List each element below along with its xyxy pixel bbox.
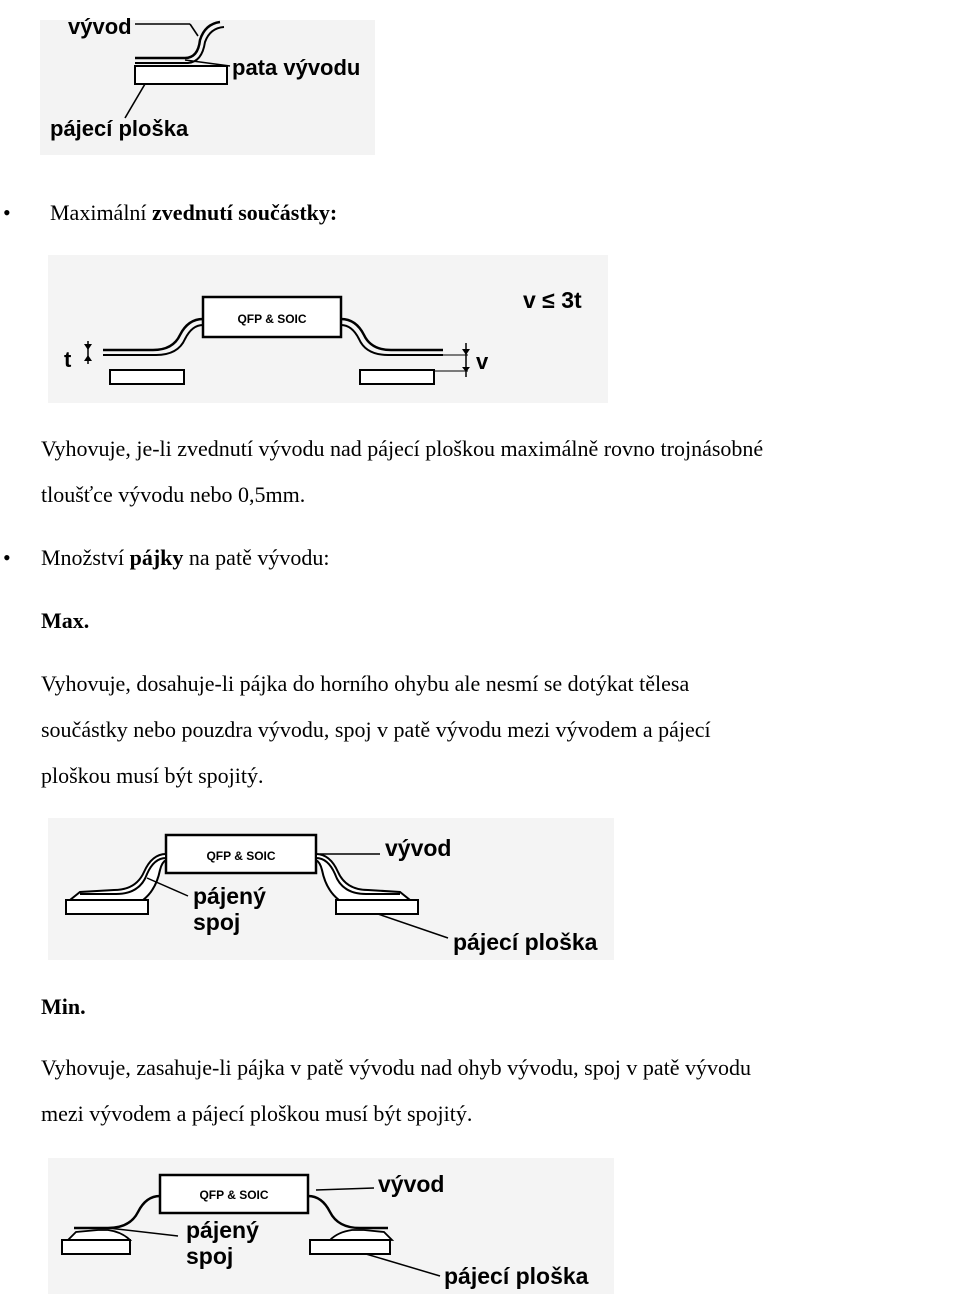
lead-label: vývod	[385, 835, 452, 861]
joint-label-line1: pájený	[193, 883, 266, 909]
chip-label: QFP & SOIC	[206, 849, 276, 863]
joint-label-line2: spoj	[193, 909, 241, 935]
bullet-marker: •	[3, 200, 11, 225]
lift-description: Vyhovuje, je-li zvednutí vývodu nad pájecí ploškou maximálně rovno trojnásobné tloušťce vývodu nebo 0,5mm.	[41, 436, 764, 507]
right-pad	[310, 1240, 390, 1254]
pad-label: pájecí ploška	[444, 1263, 589, 1289]
min-heading: Min.	[41, 994, 86, 1019]
max-description: Vyhovuje, dosahuje-li pájka do horního ohybu ale nesmí se dotýkat tělesa součástky nebo pouzdra vývodu, spoj v patě vývodu mezi vývodem a pájecí ploškou musí být spojitý.	[41, 671, 711, 788]
solder-heading: Množství pájky na patě vývodu:	[41, 545, 330, 570]
lead-label: vývod	[378, 1171, 445, 1197]
min-description: Vyhovuje, zasahuje-li pájka v patě vývodu nad ohyb vývodu, spoj v patě vývodu mezi vývodem a pájecí ploškou musí být spojitý.	[41, 1055, 751, 1126]
left-pad	[110, 370, 184, 384]
lead-foot-diagram	[40, 0, 380, 160]
bullet-marker-2: •	[3, 545, 11, 570]
chip-label: QFP & SOIC	[199, 1188, 269, 1202]
joint-label-line1: pájený	[186, 1217, 259, 1243]
lead-label: vývod	[68, 14, 132, 39]
left-pad	[66, 900, 148, 914]
min-solder-diagram	[48, 1158, 614, 1294]
foot-label: pata vývodu	[232, 55, 361, 80]
right-pad	[336, 900, 418, 914]
lift-formula: v ≤ 3t	[523, 287, 582, 313]
max-heading: Max.	[41, 608, 90, 633]
left-pad	[62, 1240, 130, 1254]
pad-label: pájecí ploška	[50, 116, 189, 141]
right-pad	[360, 370, 434, 384]
chip-label: QFP & SOIC	[237, 312, 307, 326]
lift-heading: Maximální zvednutí součástky:	[50, 200, 338, 225]
lift-diagram	[48, 255, 608, 403]
joint-label-line2: spoj	[186, 1243, 234, 1269]
pad-label: pájecí ploška	[453, 929, 598, 955]
max-solder-diagram	[48, 818, 614, 960]
v-label: v	[476, 349, 489, 374]
t-label: t	[64, 347, 72, 372]
solder-pad-shape	[135, 66, 227, 84]
